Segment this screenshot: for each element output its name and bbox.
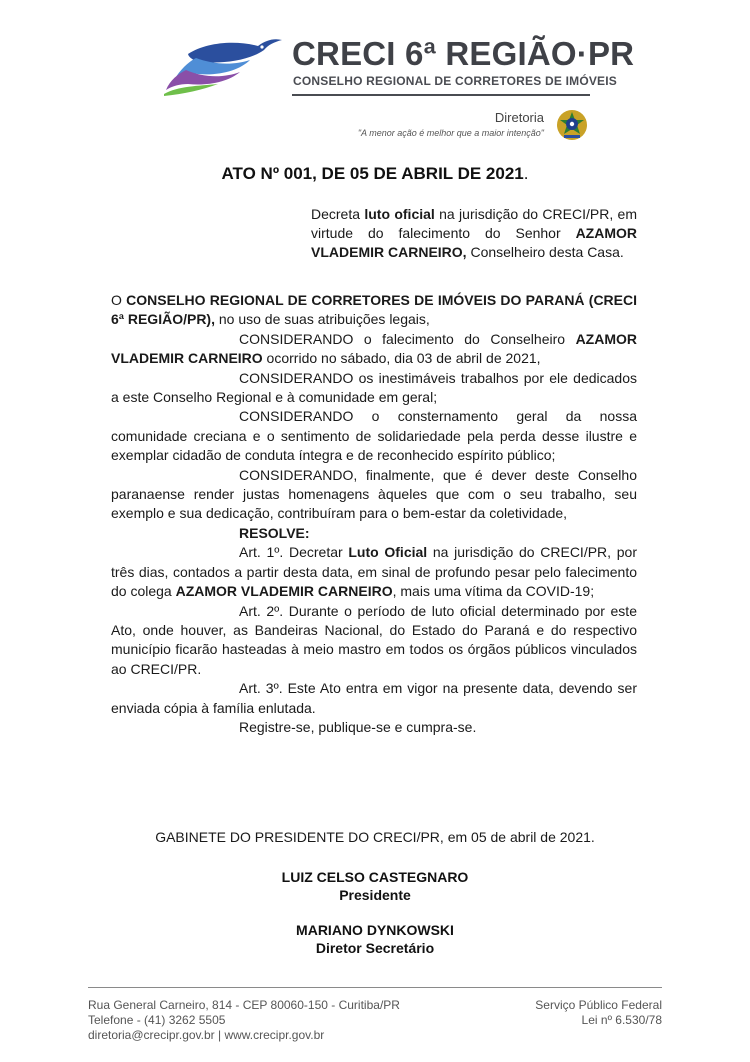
signature-role: Presidente [339,887,411,903]
footer-divider [88,987,662,988]
brasao-seal-icon [555,108,589,142]
signature-secretary [0,921,750,957]
signature-name: LUIZ CELSO CASTEGNARO [281,869,469,885]
act-summary: Decreta luto oficial na jurisdição do CRECI/PR, em virtude do falecimento do Senhor AZAMOR VLADEMIR CARNEIRO, Conselheiro desta Casa. [311,206,637,260]
resolve-heading: RESOLVE: [239,524,310,541]
logo-title: CRECI 6ª REGIÃO·PR [292,35,635,72]
considerando-1: CONSIDERANDO o falecimento do Conselheiro AZAMOR VLADEMIR CARNEIRO ocorrido no sábado, dia 03 de abril de 2021, [111,330,637,367]
article-3: Art. 3º. Este Ato entra em vigor na presente data, devendo ser enviada cópia à família enlutada. [111,680,637,716]
signature-role: Diretor Secretário [315,940,435,956]
footer-contact [88,998,400,1043]
signature-name: MARIANO DYNKOWSKI [296,922,454,938]
preamble-paragraph: O CONSELHO REGIONAL DE CORRETORES DE IMÓVEIS DO PARANÁ (CRECI 6ª REGIÃO/PR), no uso de suas atribuições legais, [111,292,638,328]
signature-president [0,868,750,904]
act-title: ATO Nº 001, DE 05 DE ABRIL DE 2021. [221,164,529,183]
logo-subtitle: CONSELHO REGIONAL DE CORRETORES DE IMÓVEIS [293,74,617,88]
footer-service: Serviço Público Federal [535,998,662,1012]
footer-email-web: diretoria@crecipr.gov.br | www.crecipr.gov.br [88,1028,325,1042]
hummingbird-logo-icon [158,34,286,100]
footer-legal [460,998,662,1028]
footer-address: Rua General Carneiro, 814 - CEP 80060-150 - Curitiba/PR [88,998,400,1012]
footer-phone: Telefone - (41) 3262 5505 [88,1013,226,1027]
footer-law: Lei nº 6.530/78 [581,1013,662,1027]
gabinete-line: GABINETE DO PRESIDENTE DO CRECI/PR, em 05 de abril de 2021. [155,829,595,845]
considerando-3: CONSIDERANDO o consternamento geral da nossa comunidade creciana e o sentimento de solidariedade pela perda desse ilustre e exemplar cidadão de conduta íntegra e de reconhecido espírito público; [111,408,637,464]
article-1: Art. 1º. Decretar Luto Oficial na jurisdição do CRECI/PR, por três dias, contados a partir desta data, em sinal de profundo pesar pelo falecimento do colega AZAMOR VLADEMIR CARNEIRO, mais uma vítima da COVID-19; [111,544,637,600]
closing-line: Registre-se, publique-se e cumpra-se. [239,718,477,735]
act-body [111,291,637,737]
motto: "A menor ação é melhor que a maior intenção" [357,128,544,138]
logo-divider [292,94,590,96]
article-2: Art. 2º. Durante o período de luto oficial determinado por este Ato, onde houver, as Bandeiras Nacional, do Estado do Paraná e do respectivo município ficarão hasteadas à meio mastro em todos os órgãos públicos vinculados ao CRECI/PR. [111,602,637,677]
considerando-2: CONSIDERANDO os inestimáveis trabalhos por ele dedicados a este Conselho Regional e à comunidade em geral; [111,369,637,406]
considerando-4: CONSIDERANDO, finalmente, que é dever deste Conselho paranaense render justas homenagens àqueles que com o seu trabalho, seu exemplo e sua dedicação, contribuíram para o bem-estar da coletividade, [111,466,637,522]
department-label: Diretoria [494,110,544,125]
